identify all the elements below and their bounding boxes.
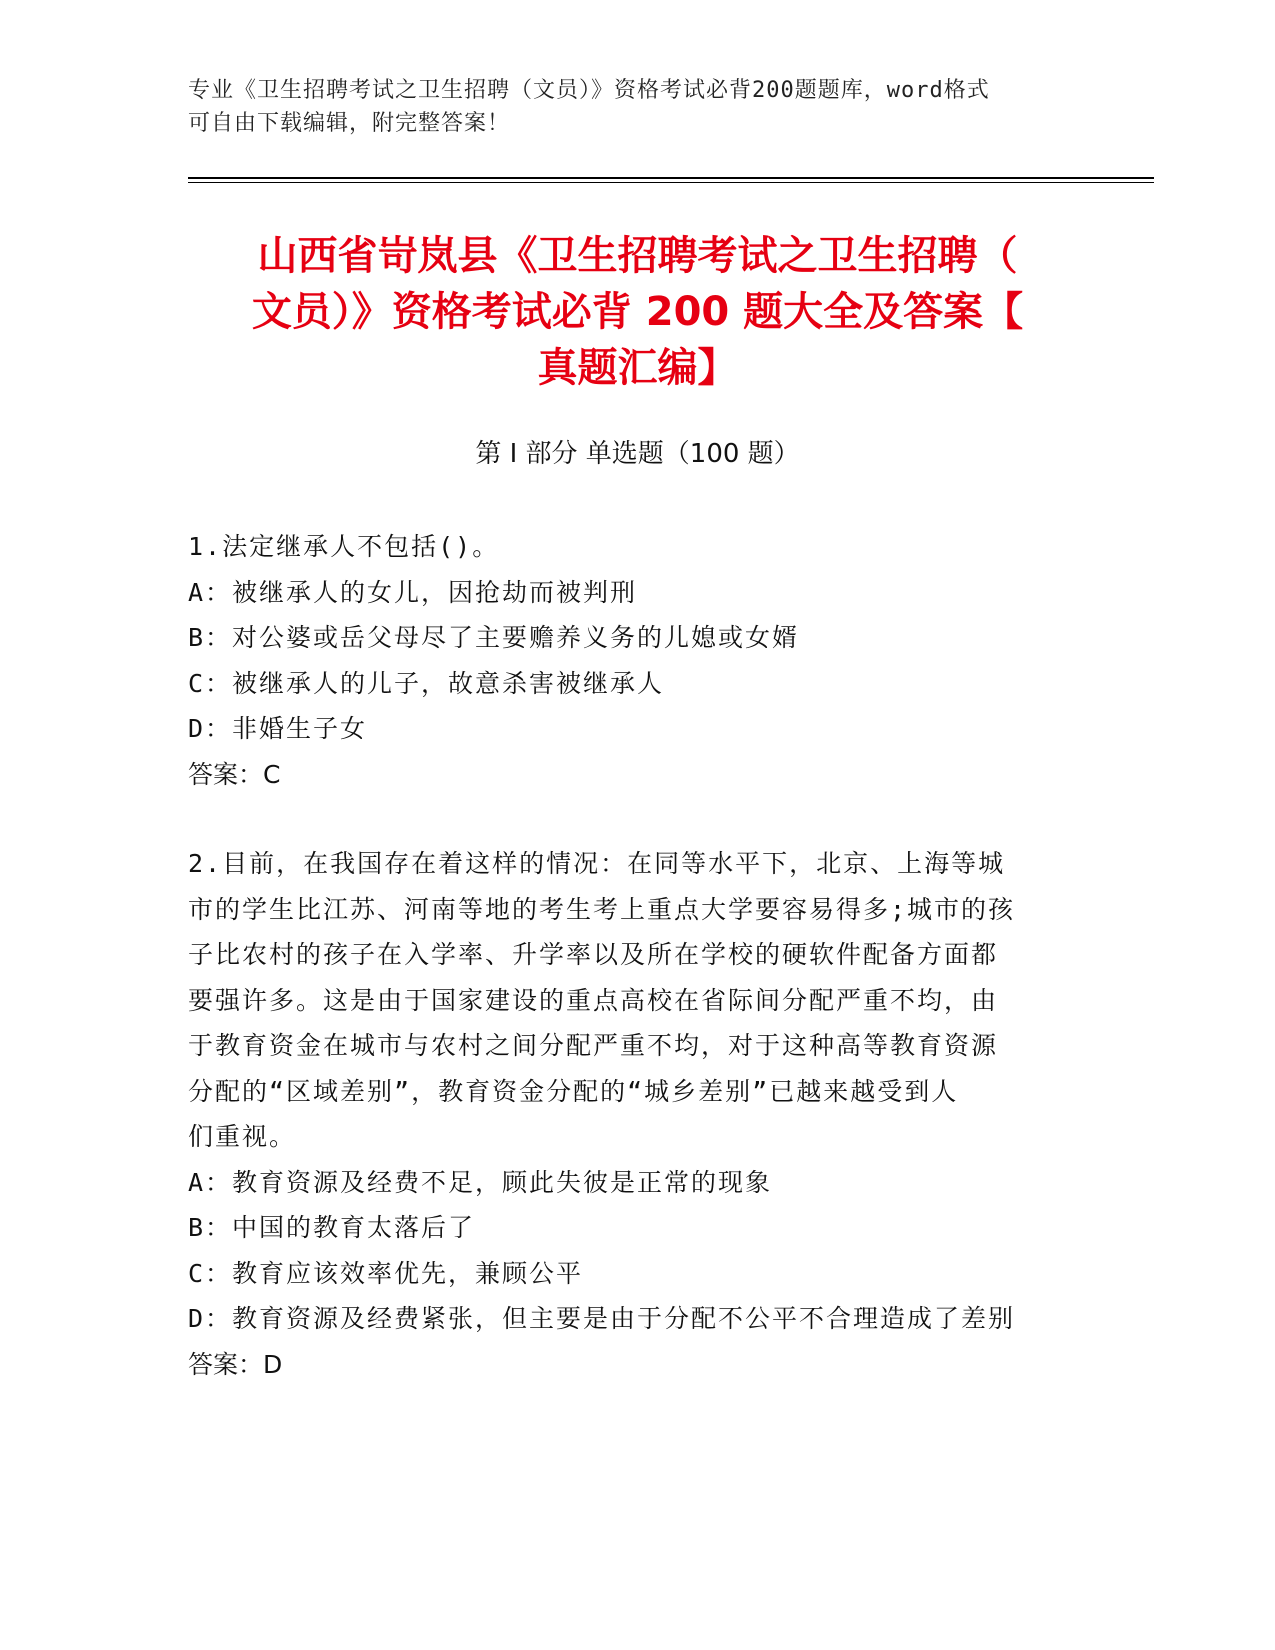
document-title-line: 文员）》资格考试必背 200 题大全及答案【 <box>251 289 1024 335</box>
question-stem-line: 分配的“区域差别”，教育资金分配的“城乡差别”已越来越受到人 <box>188 1076 959 1106</box>
question-stem-line: 市的学生比江苏、河南等地的考生考上重点大学要容易得多;城市的孩 <box>188 894 1016 924</box>
question-1 <box>188 524 1068 797</box>
option-c: C：被继承人的儿子，故意杀害被继承人 <box>188 668 665 698</box>
option-b: B：对公婆或岳父母尽了主要赡养义务的儿媳或女婿 <box>188 623 800 652</box>
option-a: A：被继承人的女儿，因抢劫而被判刑 <box>188 577 638 607</box>
option-d: D：非婚生子女 <box>188 714 368 743</box>
document-title-line: 山西省岢岚县《卫生招聘考试之卫生招聘（ <box>257 233 1018 279</box>
answer: 答案：D <box>188 1349 283 1379</box>
question-list <box>188 524 1068 1431</box>
option-a: A：教育资源及经费不足，顾此失彼是正常的现象 <box>188 1167 773 1197</box>
option-d: D：教育资源及经费紧张，但主要是由于分配不公平不合理造成了差别 <box>188 1304 1016 1333</box>
question-2 <box>188 841 1068 1387</box>
option-b: B：中国的教育太落后了 <box>188 1213 476 1242</box>
question-stem-line: 要强许多。这是由于国家建设的重点高校在省际间分配严重不均，由 <box>188 985 999 1015</box>
header-note-line: 可自由下载编辑，附完整答案！ <box>188 111 511 136</box>
header-rule-thin <box>188 182 1154 183</box>
question-stem-line: 于教育资金在城市与农村之间分配严重不均，对于这种高等教育资源 <box>188 1031 999 1060</box>
question-stem-line: 们重视。 <box>188 1122 297 1151</box>
answer: 答案：C <box>188 759 281 789</box>
header-note-line: 专业《卫生招聘考试之卫生招聘（文员）》资格考试必背200题题库，word格式 <box>188 78 990 103</box>
document-title-line: 真题汇编】 <box>537 345 738 391</box>
question-stem-line: 子比农村的孩子在入学率、升学率以及所在学校的硬软件配备方面都 <box>188 940 999 969</box>
section-heading: 第 I 部分 单选题（100 题） <box>475 439 800 469</box>
question-stem-line: 1.法定继承人不包括()。 <box>188 532 500 561</box>
header-note <box>188 74 1068 140</box>
question-stem-line: 2.目前，在我国存在着这样的情况：在同等水平下，北京、上海等城 <box>188 849 1006 878</box>
document-title <box>180 228 1095 396</box>
header-rule-thick <box>188 177 1154 179</box>
option-c: C：教育应该效率优先，兼顾公平 <box>188 1258 584 1288</box>
